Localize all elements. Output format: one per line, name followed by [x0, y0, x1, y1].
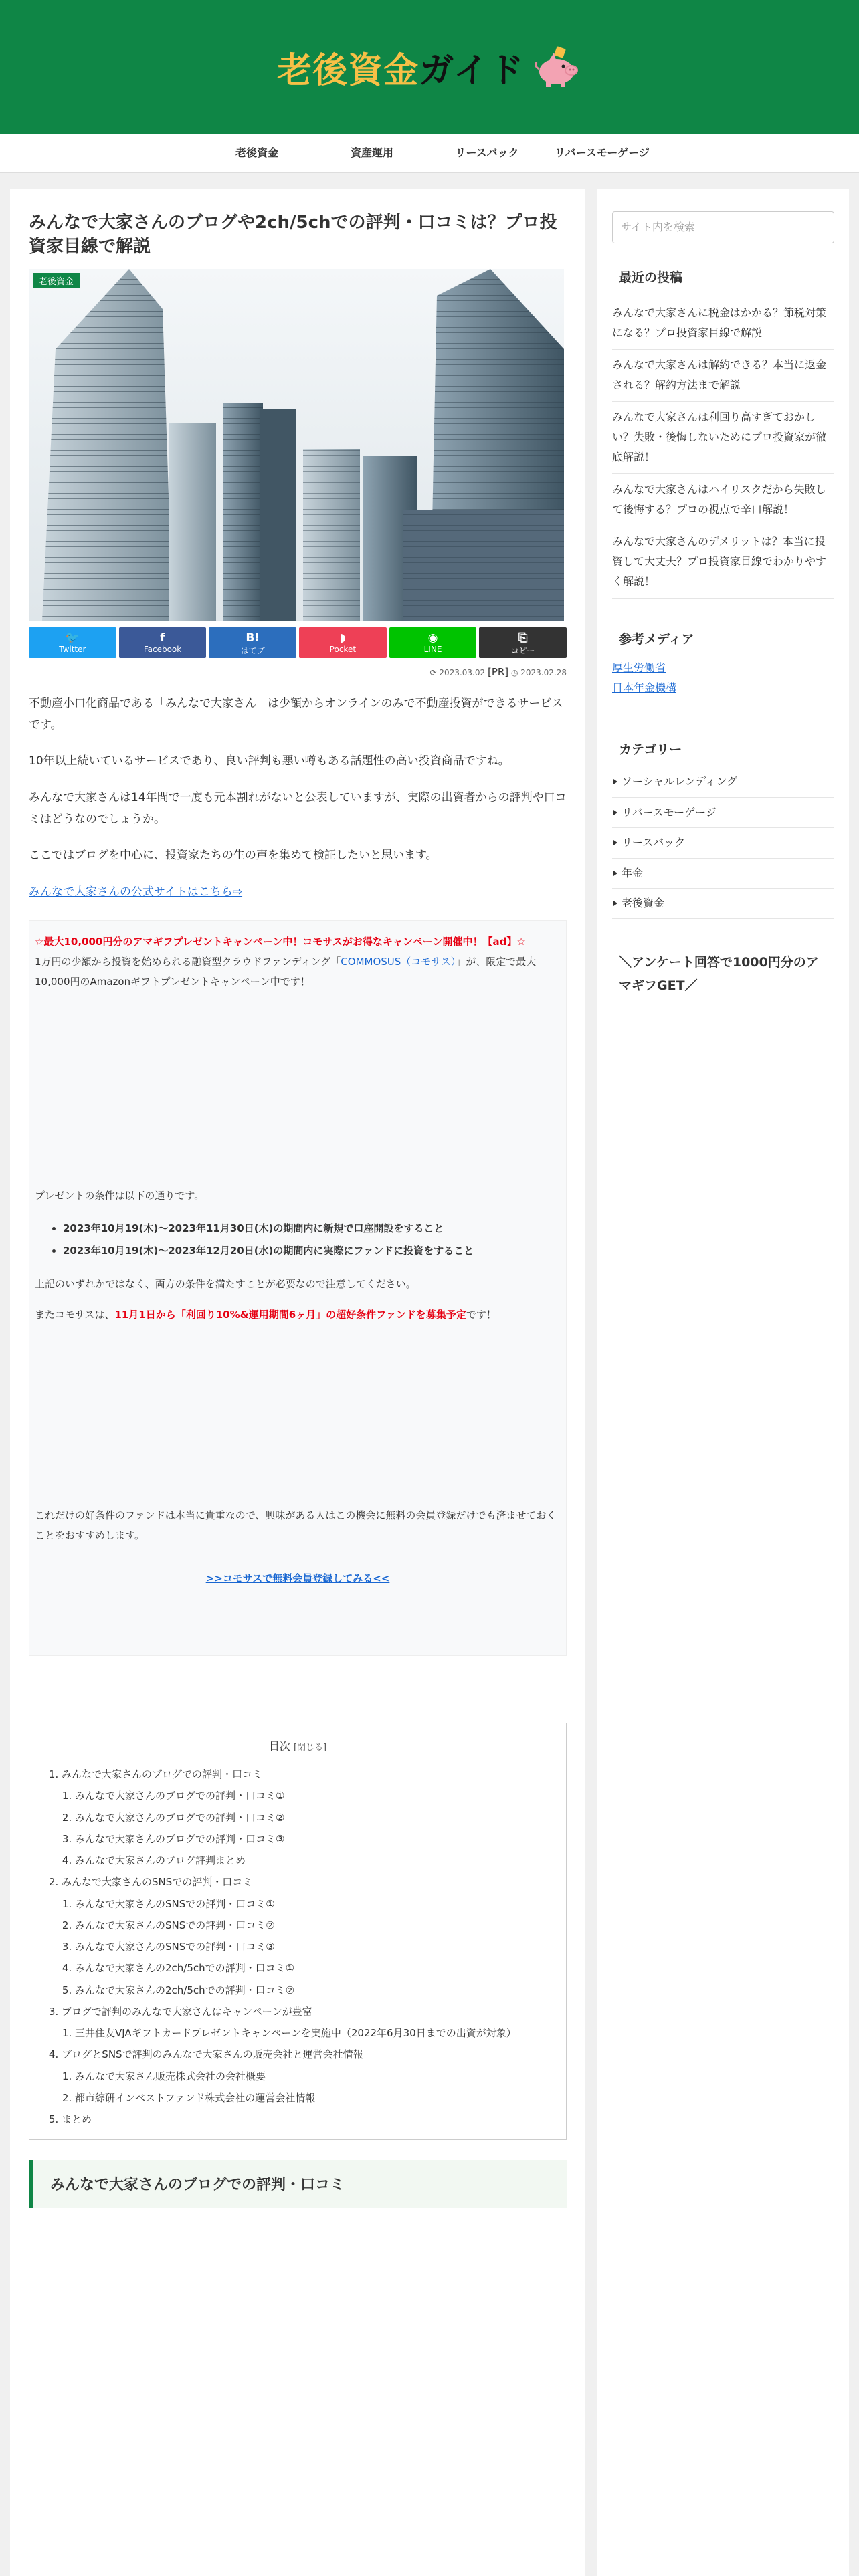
campaign-image-placeholder [35, 1325, 561, 1505]
toc-item[interactable]: 3. ブログで評判のみんなで大家さんはキャンペーンが豊富 1. 三井住友VJAギフトカードプレゼントキャンペーンを実施中（2022年6月30日までの出資が対象） [62, 2001, 546, 2044]
share-copy-button[interactable] [479, 627, 567, 658]
toc-subitem[interactable]: 1. みんなで大家さん販売株式会社の会社概要 [75, 2066, 546, 2087]
toc-subitem[interactable]: 3. みんなで大家さんのSNSでの評判・口コミ③ [75, 1936, 546, 1957]
recent-post-link[interactable]: みんなで大家さんは利回り高すぎておかしい？失敗・後悔しないためにプロ投資家が徹底解説！ [612, 402, 834, 474]
article-title: みんなで大家さんのブログや2ch/5chでの評判・口コミは？プロ投資家目線で解説 [29, 213, 557, 257]
condition-item: • 2023年10月19(木)〜2023年11月30日(木)の期間内に新規で口座開設をすること [63, 1218, 561, 1240]
toc-subitem[interactable]: 5. みんなで大家さんの2ch/5chでの評判・口コミ② [75, 1979, 546, 2001]
category-item[interactable]: 老後資金 [612, 889, 834, 919]
category-heading: カテゴリー [619, 742, 682, 758]
media-link-nenkin[interactable]: 日本年金機構 [612, 681, 677, 695]
toc-list [50, 1763, 546, 2130]
campaign-conditions [35, 1218, 561, 1262]
section-heading: みんなで大家さんのブログでの評判・口コミ [29, 2160, 567, 2208]
intro-paragraph-3: みんなで大家さんは14年間で一度も元本割れがないと公表していますが、実際の出資者からの評判や口コミはどうなのでしょうか。 [29, 790, 567, 826]
campaign-intro: 1万円の少額から投資を始められる融資型クラウドファンディング「COMMOSUS（コモサス）」が、限定で最大10,000円のAmazonギフトプレゼントキャンペーン中です！ [35, 955, 537, 988]
category-item[interactable]: ソーシャルレンディング [612, 767, 834, 797]
toc-subitem[interactable]: 2. 都市綜研インベストファンド株式会社の運営会社情報 [75, 2087, 546, 2109]
intro-paragraph-2: 10年以上続いているサービスであり、良い評判も悪い噂もある話題性の高い投資商品ですね。 [29, 754, 510, 768]
search-input[interactable]: サイト内を検索 [612, 211, 834, 243]
category-list [612, 767, 834, 919]
category-badge[interactable]: 老後資金 [33, 273, 80, 288]
share-label: Facebook [143, 644, 182, 654]
toc-toggle[interactable]: [閉じる] [293, 1742, 327, 1753]
twitter-icon: 🐦 [65, 631, 80, 645]
share-facebook-button[interactable] [119, 627, 207, 658]
toc-subitem[interactable]: 1. 三井住友VJAギフトカードプレゼントキャンペーンを実施中（2022年6月30日までの出資が対象） [75, 2022, 546, 2044]
toc-item[interactable]: 1. みんなで大家さんのブログでの評判・口コミ 1. みんなで大家さんのブログでの評判・口コミ① 2. みんなで大家さんのブログでの評判・口コミ② 3. みんなで大家さんのブログでの評判・口コミ③ 4. みんなで大家さんのブログ評判まとめ [62, 1763, 546, 1871]
table-of-contents [29, 1723, 567, 2141]
share-hatebu-button[interactable] [209, 627, 296, 658]
nav-item-shisan-unyou[interactable]: 資産運用 [350, 146, 393, 159]
toc-subitem[interactable]: 2. みんなで大家さんのブログでの評判・口コミ② [75, 1807, 546, 1828]
nav-item-rougo-shikin[interactable]: 老後資金 [235, 146, 278, 159]
category-item[interactable]: リースバック [612, 828, 834, 858]
global-nav [0, 134, 859, 173]
date-updated: 2023.03.02 [439, 667, 486, 677]
logo-text-part1: 老後資金 [277, 50, 419, 91]
post-dates [29, 666, 567, 678]
category-item[interactable]: リバースモーゲージ [612, 798, 834, 828]
campaign-box [29, 920, 567, 1656]
recent-posts-list [612, 298, 834, 599]
piggy-bank-icon [529, 46, 582, 88]
pr-label: [PR] [487, 665, 509, 678]
intro-paragraph-1: 不動産小口化商品である「みんなで大家さん」は少額からオンラインのみで不動産投資ができるサービスです。 [29, 696, 563, 732]
commosus-signup-link[interactable]: >>コモサスで無料会員登録してみる<< [205, 1572, 390, 1584]
recent-post-link[interactable]: みんなで大家さんに税金はかかる？節税対策になる？プロ投資家目線で解説 [612, 298, 834, 350]
official-site-link[interactable]: みんなで大家さんの公式サイトはこちら⇨ [29, 885, 243, 899]
campaign-conditions-intro: プレゼントの条件は以下の通りです。 [35, 1189, 205, 1202]
campaign-note: 上記のいずれかではなく、両方の条件を満たすことが必要なので注意してください。 [35, 1277, 416, 1290]
media-link-mhlw[interactable]: 厚生労働省 [612, 661, 666, 674]
campaign-image-placeholder [35, 992, 561, 1186]
share-label: Pocket [329, 644, 357, 654]
clock-icon: ⟳ [430, 667, 437, 677]
intro-paragraph-4: ここではブログを中心に、投資家たちの生の声を集めて検証したいと思います。 [29, 849, 438, 863]
category-item[interactable]: 年金 [612, 859, 834, 889]
main-content [10, 189, 585, 2576]
facebook-icon: f [160, 631, 165, 645]
eyecatch-image [29, 269, 564, 621]
calendar-icon: ◷ [510, 667, 518, 677]
site-logo[interactable] [277, 42, 581, 92]
toc-item[interactable]: 2. みんなで大家さんのSNSでの評判・口コミ 1. みんなで大家さんのSNSでの評判・口コミ① 2. みんなで大家さんのSNSでの評判・口コミ② 3. みんなで大家さんのSNSでの評判・口コミ③ 4. みんなで大家さんの2ch/5chでの評判・口コミ① 5. みんなで大家さんの2ch/5chでの評判・口コミ② [62, 1871, 546, 2001]
logo-text-part2: ガイド [419, 50, 524, 91]
share-label: Twitter [59, 644, 86, 654]
recent-posts-heading: 最近の投稿 [619, 270, 683, 285]
skyscrapers-illustration [29, 269, 564, 621]
hatena-bookmark-icon: B! [246, 631, 260, 645]
recent-post-link[interactable]: みんなで大家さんのデメリットは？本当に投資して大丈夫？プロ投資家目線でわかりやすく解説！ [612, 526, 834, 599]
share-line-button[interactable] [389, 627, 477, 658]
nav-item-leaseback[interactable]: リースバック [455, 146, 519, 159]
nav-item-reverse-mortgage[interactable]: リバースモーゲージ [555, 146, 650, 159]
condition-item: • 2023年10月19(木)〜2023年12月20日(水)の期間内に実際にファンドに投資をすること [63, 1240, 561, 1262]
survey-heading: ＼アンケート回答で1000円分のアマギフGET／ [619, 955, 819, 993]
toc-subitem[interactable]: 2. みんなで大家さんのSNSでの評判・口コミ② [75, 1915, 546, 1936]
commosus-link[interactable]: COMMOSUS（コモサス） [341, 955, 456, 968]
toc-subitem[interactable]: 4. みんなで大家さんの2ch/5chでの評判・口コミ① [75, 1957, 546, 1979]
recent-post-link[interactable]: みんなで大家さんはハイリスクだから失敗して後悔する？プロの視点で辛口解説！ [612, 474, 834, 526]
toc-item[interactable]: 4. ブログとSNSで評判のみんなで大家さんの販売会社と運営会社情報 1. みんなで大家さん販売株式会社の会社概要 2. 都市綜研インベストファンド株式会社の運営会社情報 [62, 2044, 546, 2109]
line-icon: ◉ [427, 631, 438, 645]
toc-subitem[interactable]: 4. みんなで大家さんのブログ評判まとめ [75, 1850, 546, 1871]
copy-icon: ⎘ [518, 631, 528, 645]
site-header [0, 0, 859, 134]
reference-media-heading: 参考メディア [619, 631, 694, 647]
pocket-icon: ◗ [339, 631, 346, 645]
share-label: コピー [510, 645, 535, 655]
toc-subitem[interactable]: 3. みんなで大家さんのブログでの評判・口コミ③ [75, 1828, 546, 1850]
toc-title: 目次 [268, 1739, 290, 1753]
date-published: 2023.02.28 [520, 667, 567, 677]
toc-subitem[interactable]: 1. みんなで大家さんのSNSでの評判・口コミ① [75, 1893, 546, 1915]
share-buttons [29, 627, 567, 658]
toc-item[interactable]: 5. まとめ [62, 2109, 546, 2130]
share-label: LINE [423, 644, 442, 654]
share-pocket-button[interactable] [299, 627, 387, 658]
recent-post-link[interactable]: みんなで大家さんは解約できる？本当に返金される？解約方法まで解説 [612, 350, 834, 402]
share-twitter-button[interactable] [29, 627, 116, 658]
campaign-closing: これだけの好条件のファンドは本当に貴重なので、興味がある人はこの機会に無料の会員登録だけでも済ませておくことをおすすめします。 [35, 1509, 557, 1541]
share-label: はてブ [240, 645, 265, 655]
toc-subitem[interactable]: 1. みんなで大家さんのブログでの評判・口コミ① [75, 1785, 546, 1806]
sidebar [597, 189, 849, 2576]
campaign-headline: ☆最大10,000円分のアマギフプレゼントキャンペーン中！コモサスがお得なキャンペーン開催中！【ad】☆ [35, 935, 526, 948]
campaign-also: またコモサスは、11月1日から「利回り10%&運用期間6ヶ月」の超好条件ファンドを募集予定です！ [35, 1308, 496, 1321]
